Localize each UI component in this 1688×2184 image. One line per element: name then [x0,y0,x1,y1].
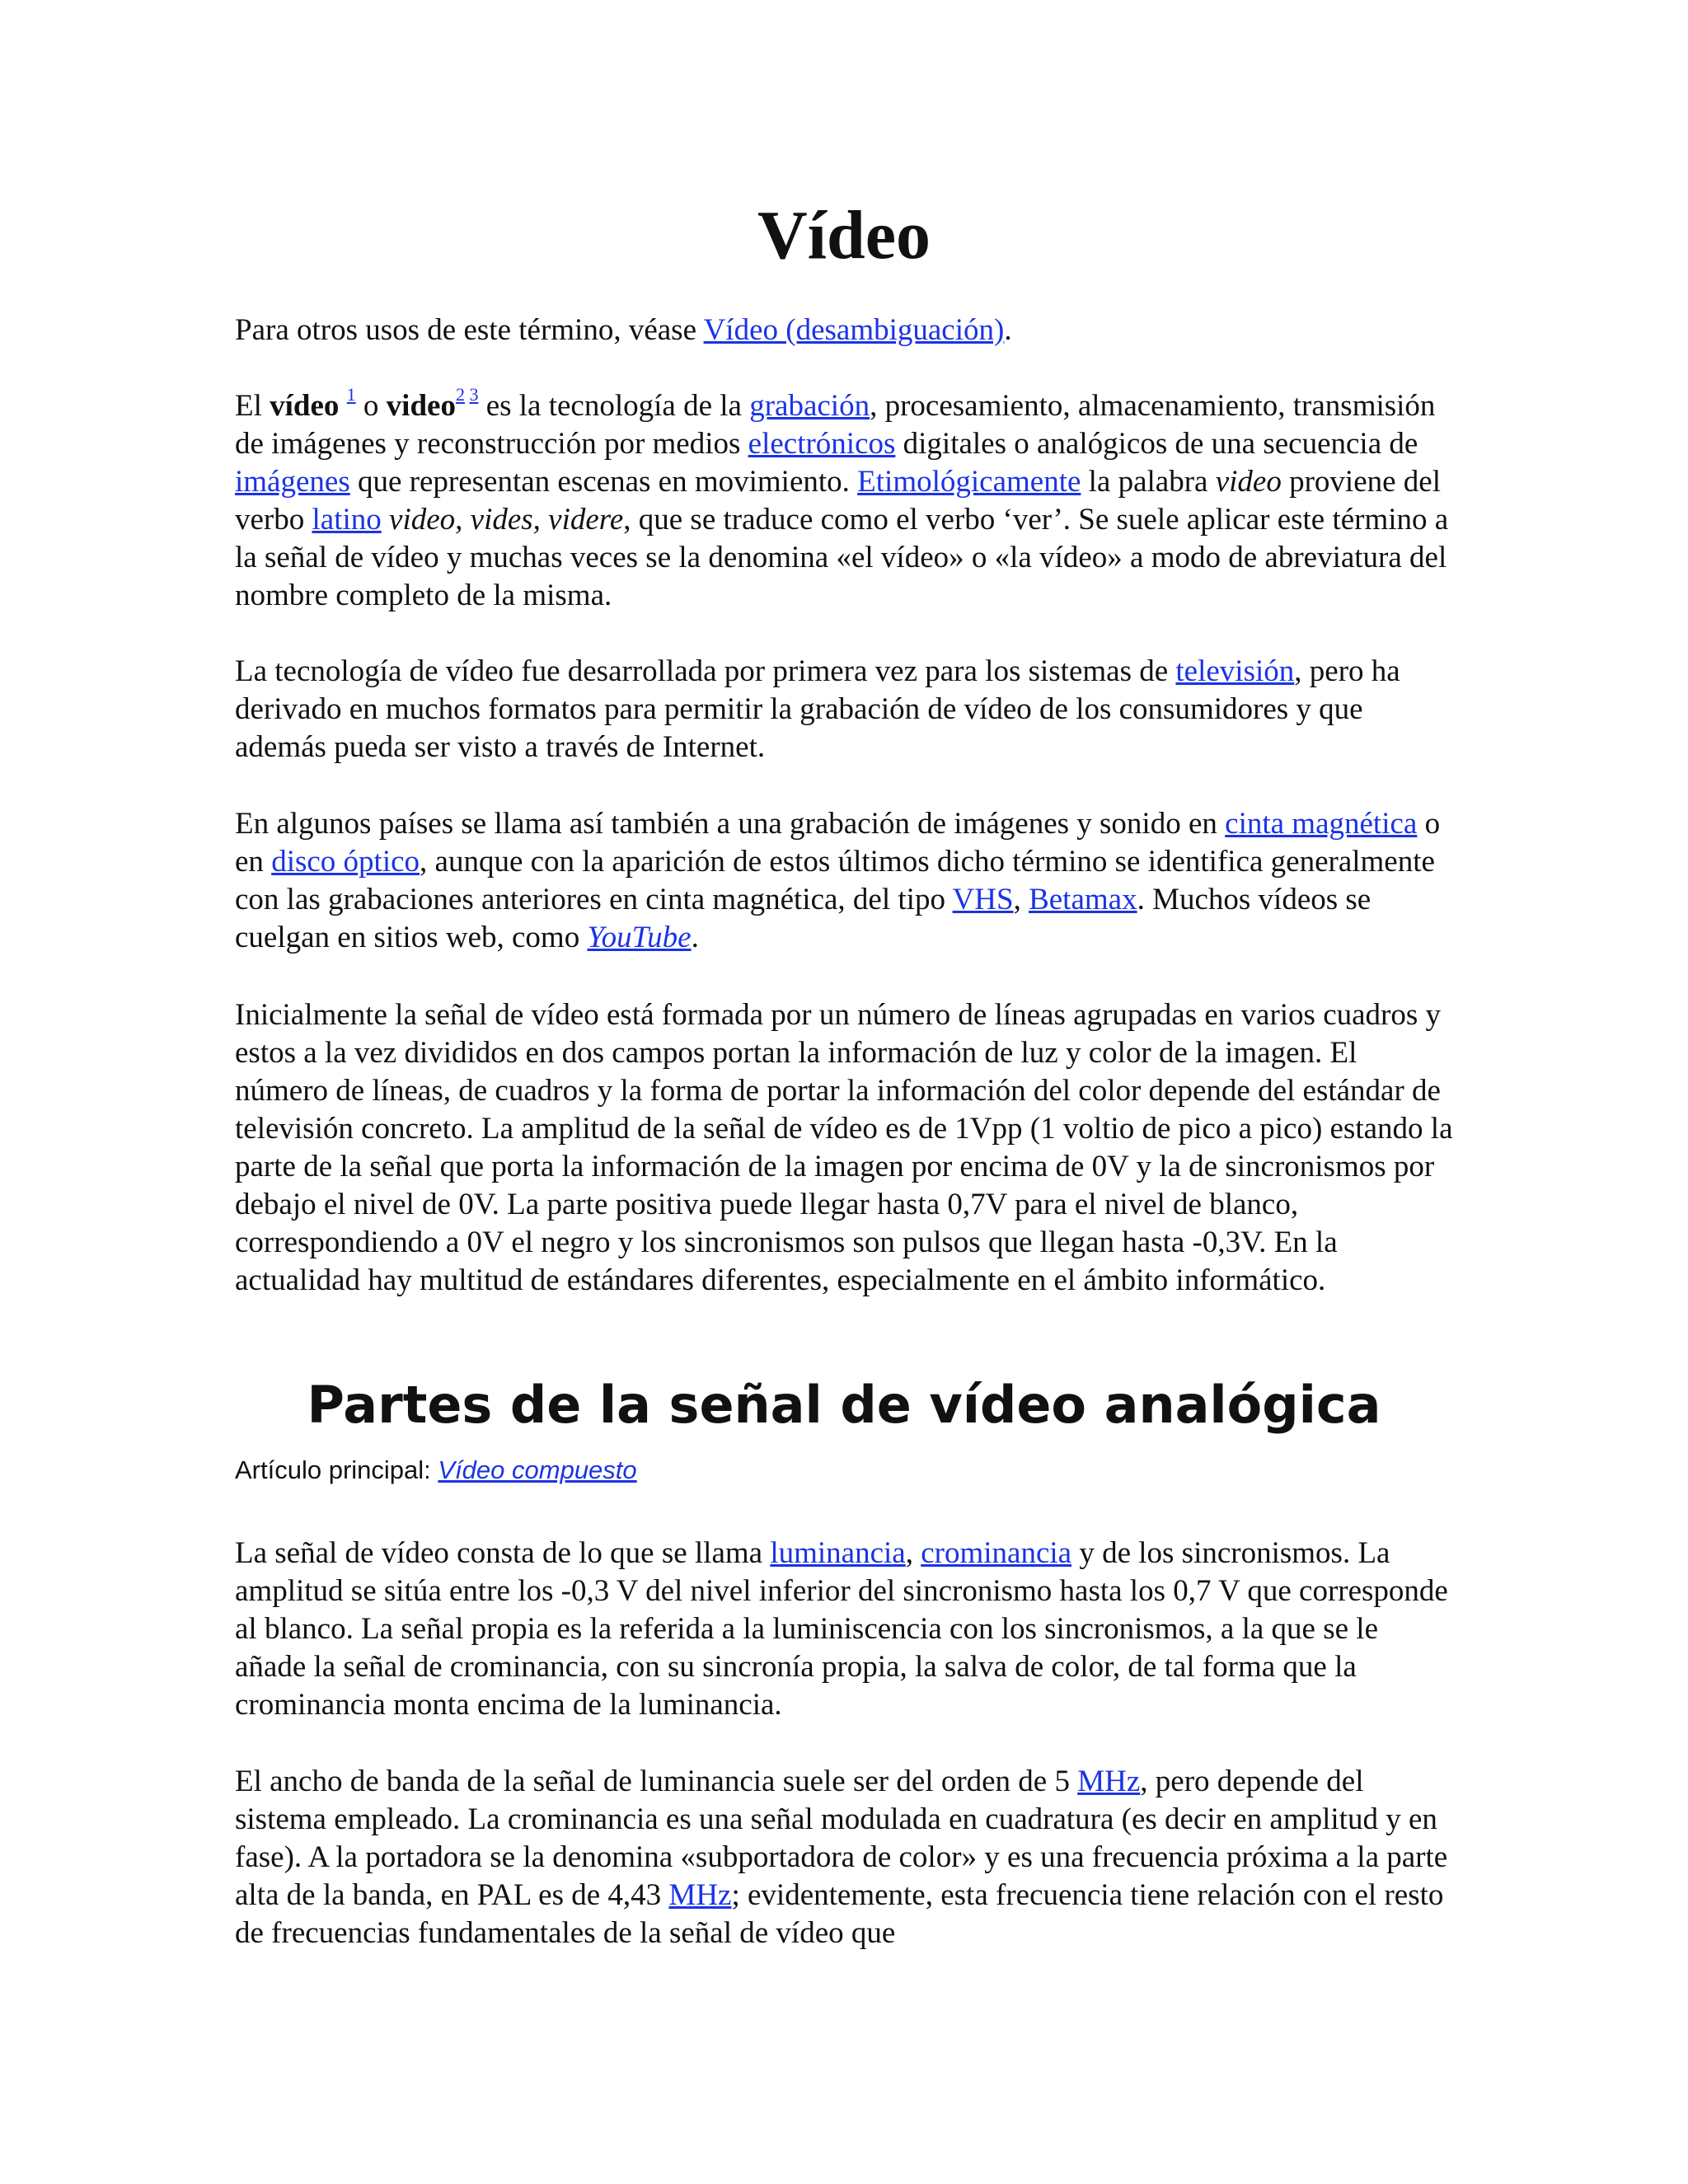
link-latino[interactable]: latino [312,503,382,537]
text: y de los sincronismos. La amplitud se sitúa entre los -0,3 V del nivel inferior del sincronismo hasta los 0,7 V que corresponde al blanco. La señal propia es la referida a la luminiscencia con los sincronismos, a la que se le añade la señal de crominancia, con su sincronía propia, la salva de color, de tal forma que la crominancia monta encima de la luminancia. [235,1536,1448,1722]
text: , [1013,883,1029,916]
text: ; evidentemente, esta frecuencia tiene relación con el resto de frecuencias fundamentales de la señal de vídeo que [235,1878,1444,1950]
link-luminancia[interactable]: luminancia [770,1536,906,1570]
paragraph-signal: Inicialmente la señal de vídeo está formada por un número de líneas agrupadas en varios cuadros y estos a la vez divididos en dos campos portan la información de luz y color de la imagen. El número de líneas, de cuadros y la forma de portar la información del color depende del estándar de televisión concreto. La amplitud de la señal de vídeo es de 1Vpp (1 voltio de pico a pico) estando la parte de la señal que porta la información de la imagen por encima de 0V y la de sincronismos por debajo el nivel de 0V. La parte positiva puede llegar hasta 0,7V para el nivel de blanco, correspondiendo a 0V el negro y los sincronismos son pulsos que llegan hasta -0,3V. En la actualidad hay multitud de estándares diferentes, especialmente en el ámbito informático. [235,998,1453,1297]
disambiguation-note [235,312,1455,349]
main-article-prefix: Artículo principal: [235,1455,438,1484]
text: El [235,389,270,423]
footnote-link-2[interactable]: 2 [455,384,465,405]
text: es la tecnología de la [478,389,750,423]
footnote-link-3[interactable]: 3 [469,384,479,405]
text: En algunos países se llama así también a una grabación de imágenes y sonido en [235,807,1226,841]
link-youtube[interactable]: YouTube [587,921,692,954]
text: El ancho de banda de la señal de luminancia suele ser del orden de 5 [235,1765,1078,1798]
text: digitales o analógicos de una secuencia de [895,427,1418,461]
link-cinta-magnetica[interactable]: cinta magnética [1225,807,1418,841]
paragraph-bandwidth [235,1763,1455,1952]
bold-term-video-alt: video [386,389,456,423]
text: la palabra [1081,465,1216,499]
main-article-link[interactable]: Vídeo compuesto [438,1455,637,1484]
text: , pero ha derivado en muchos formatos para permitir la grabación de vídeo de los consumidores y que además pueda ser visto a través de Internet. [235,654,1400,764]
text: que representan escenas en movimiento. [349,465,858,499]
text: La señal de vídeo consta de lo que se llama [235,1536,771,1570]
text: , pero depende del sistema empleado. La crominancia es una señal modulada en cuadratura (es decir en amplitud y en fase). A la portadora se la denomina «subportadora de color» y es una frecuencia próxima a la parte alta de la banda, en PAL es de 4,43 [235,1765,1448,1912]
main-article-note [235,1455,637,1486]
disambig-prefix: Para otros usos de este término, véase [235,313,704,347]
paragraph-intro [235,384,1455,615]
link-betamax[interactable]: Betamax [1029,883,1137,916]
link-mhz[interactable]: MHz [668,1878,732,1912]
link-electronicos[interactable]: electrónicos [748,427,896,461]
text: , [905,1536,921,1570]
paragraph-components [235,1535,1455,1724]
link-vhs[interactable]: VHS [952,883,1014,916]
link-grabacion[interactable]: grabación [749,389,870,423]
link-imagenes[interactable]: imágenes [235,465,350,499]
paragraph-television [235,653,1455,766]
disambiguation-link[interactable]: Vídeo (desambiguación) [703,313,1005,347]
bold-term-video: vídeo [270,389,340,423]
link-etimologicamente[interactable]: Etimológicamente [857,465,1081,499]
paragraph-formats [235,805,1455,957]
text: , aunque con la aparición de estos últimos dicho término se identifica generalmente con las grabaciones anteriores en cinta magnética, del tipo [235,845,1435,916]
text: o en [235,807,1441,879]
text: , que se traduce como el verbo ‘ver’. Se suele aplicar este término a la señal de vídeo y muchas veces se la denomina «el vídeo» o «la vídeo» a modo de abreviatura del nombre completo de la misma. [235,503,1449,612]
link-disco-optico[interactable]: disco óptico [271,845,420,879]
text: , procesamiento, almacenamiento, transmisión de imágenes y reconstrucción por medios [235,389,1436,461]
italic-term: video [1215,465,1282,499]
text: . Muchos vídeos se cuelgan en sitios web, como [235,883,1372,954]
text: proviene del verbo [235,465,1442,537]
text: o [355,389,387,423]
section-heading: Partes de la señal de vídeo analógica [307,1375,1381,1435]
text: . [691,921,699,954]
italic-latin-verb: video, vides, videre [389,503,624,537]
footnote-link-1[interactable]: 1 [346,384,356,405]
page-title: Vídeo [757,197,931,274]
link-crominancia[interactable]: crominancia [921,1536,1072,1570]
disambig-suffix: . [1004,313,1012,347]
link-mhz[interactable]: MHz [1077,1765,1141,1798]
text: La tecnología de vídeo fue desarrollada por primera vez para los sistemas de [235,654,1176,688]
text [382,503,389,537]
link-television[interactable]: televisión [1175,654,1295,688]
